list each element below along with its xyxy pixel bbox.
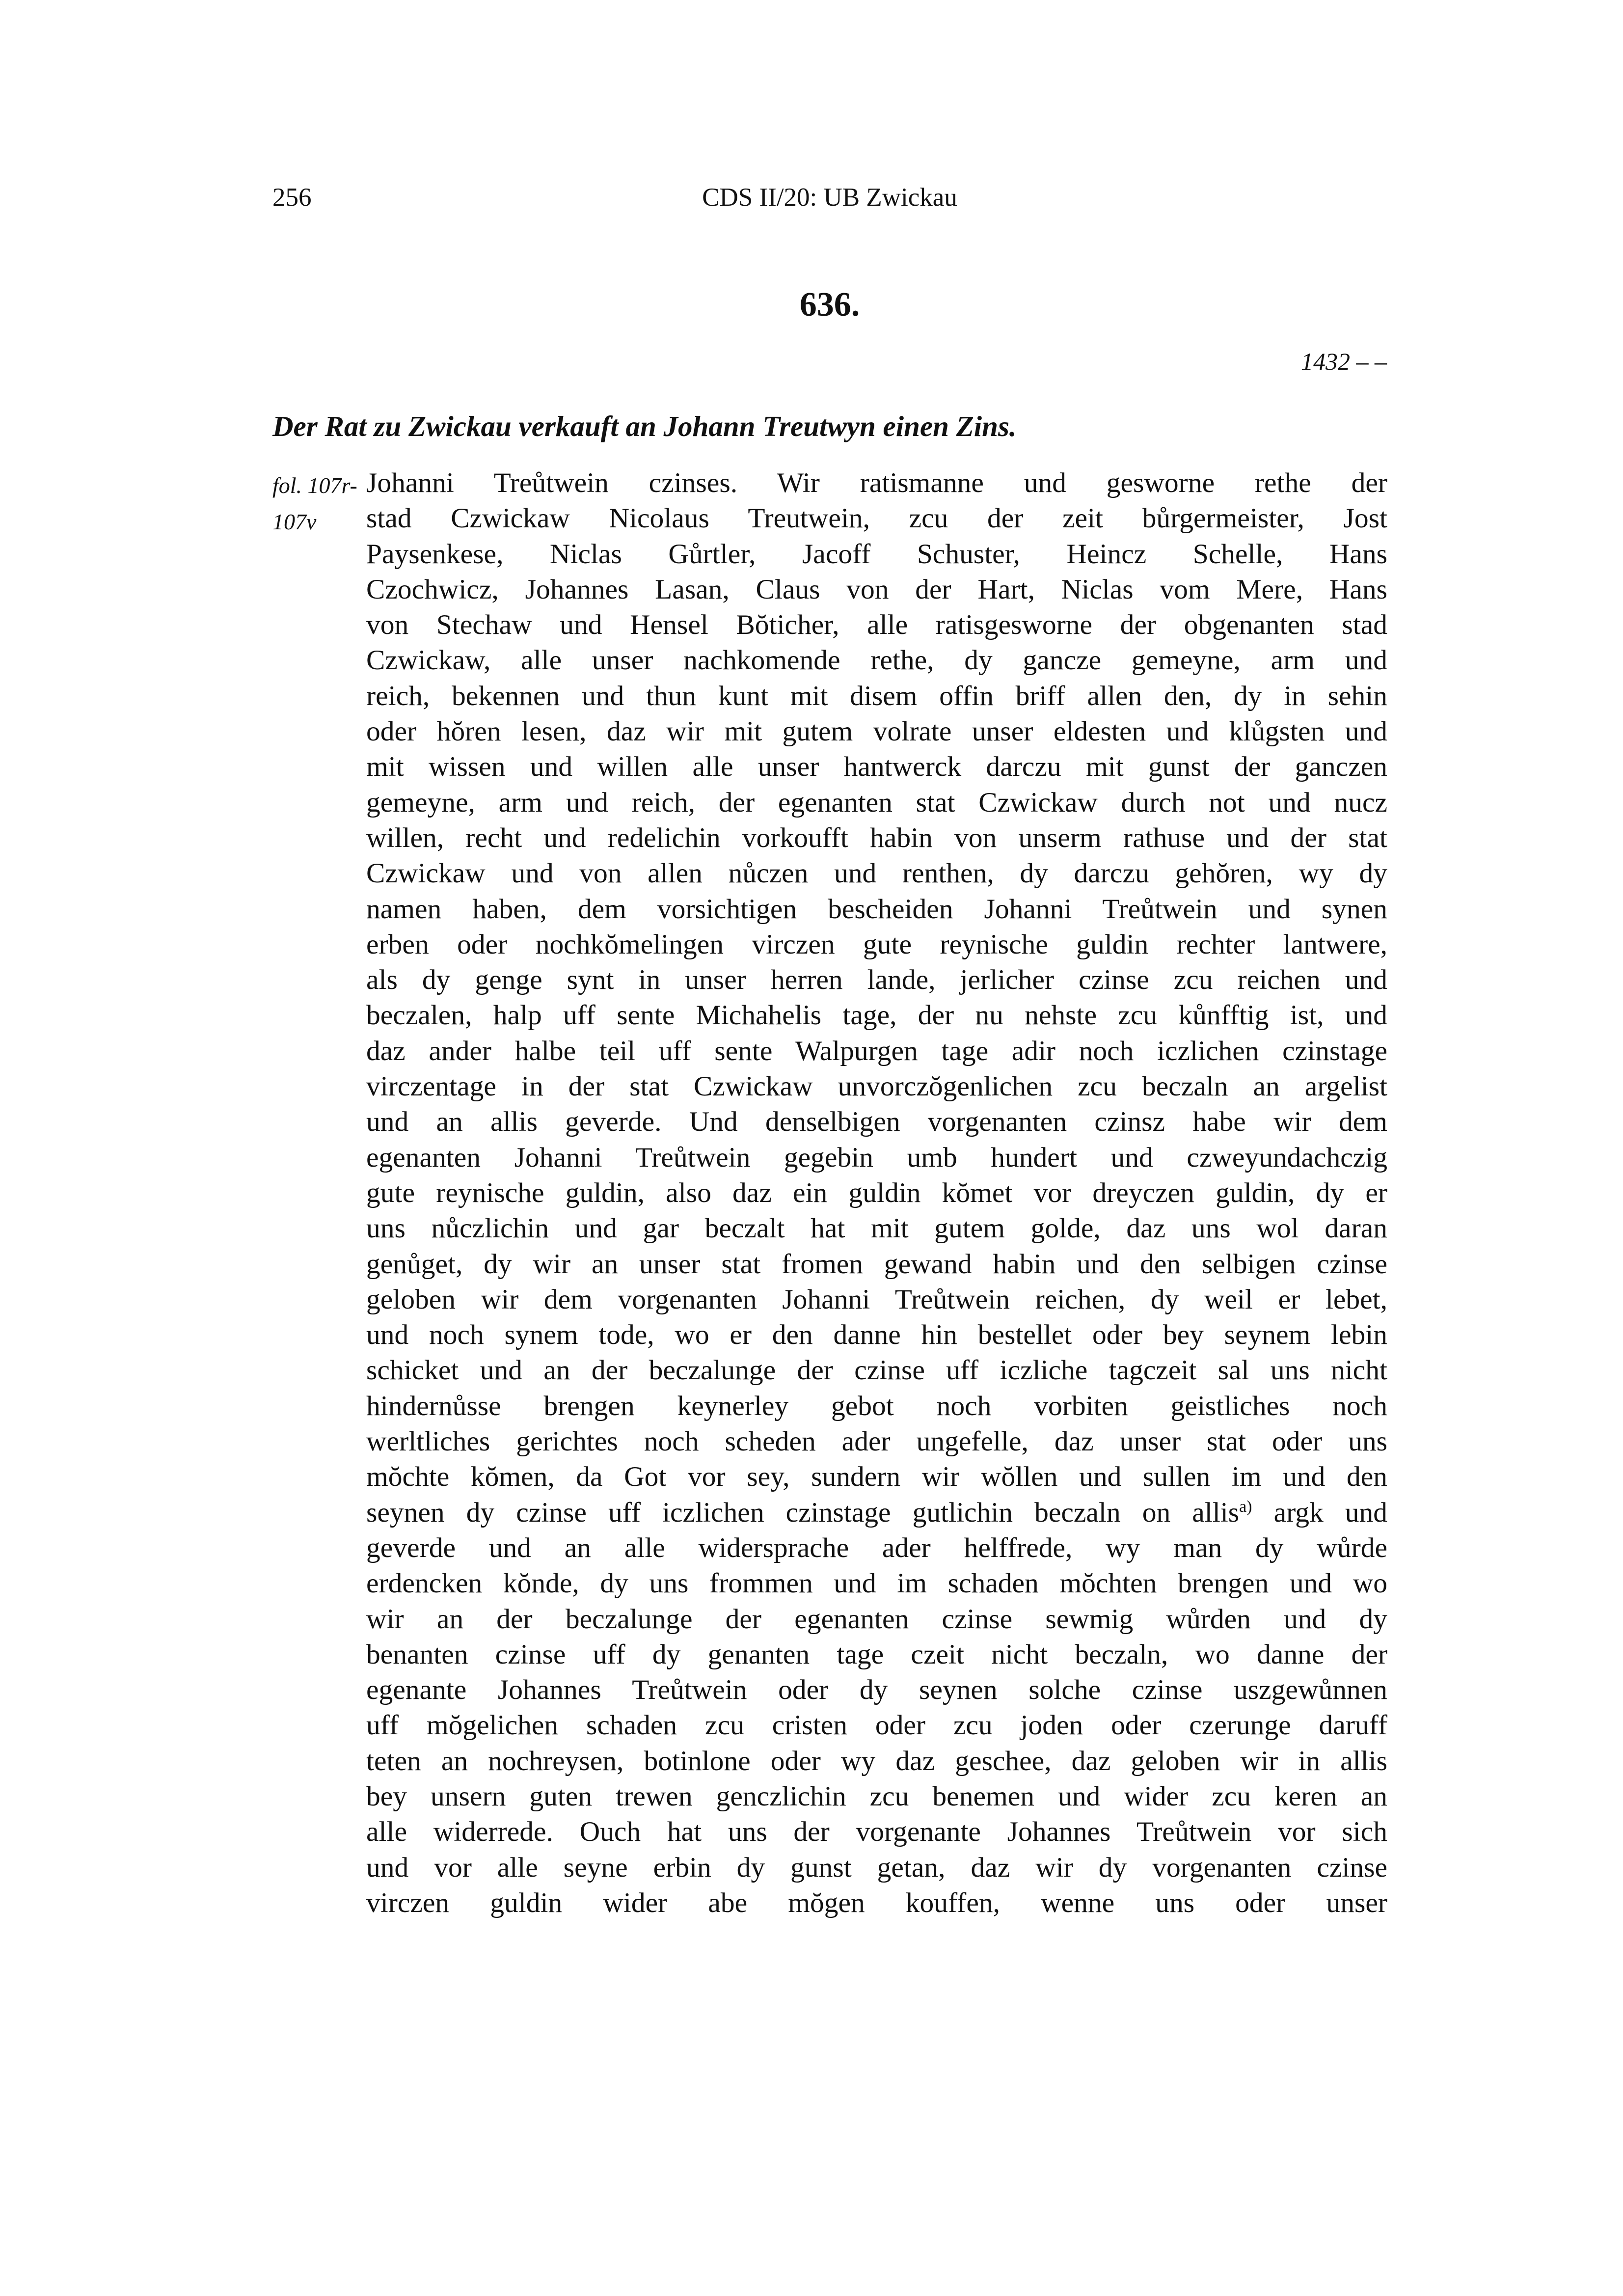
text-line: erdencken kŏnde, dy uns frommen und im schaden mŏchten brengen und wo xyxy=(366,1568,1387,1599)
text-line: gemeyne, arm und reich, der egenanten stat Czwickaw durch not und nucz xyxy=(366,787,1387,818)
text-line: und vor alle seyne erbin dy gunst getan, daz wir dy vorgenanten czinse xyxy=(366,1852,1387,1883)
text-line: uff mŏgelichen schaden zcu cristen oder zcu joden oder czerunge daruff xyxy=(366,1710,1387,1741)
text-line: hindernůsse brengen keynerley gebot noch vorbiten geistliches noch xyxy=(366,1390,1387,1421)
text-line: daz ander halbe teil uff sente Walpurgen tage adir noch iczlichen czinstage xyxy=(366,1035,1387,1066)
text-line: Paysenkese, Niclas Gůrtler, Jacoff Schuster, Heincz Schelle, Hans xyxy=(366,538,1387,570)
text-line: schicket und an der beczalunge der czinse uff iczliche tagczeit sal uns nicht xyxy=(366,1355,1387,1386)
text-line: und noch synem tode, wo er den danne hin bestellet oder bey seynem lebin xyxy=(366,1319,1387,1351)
page-number: 256 xyxy=(272,183,312,212)
running-title: CDS II/20: UB Zwickau xyxy=(702,183,957,212)
running-head xyxy=(272,180,1387,215)
text-line-with-footnote xyxy=(366,1495,1387,1531)
text-line: und an allis geverde. Und denselbigen vorgenanten czinsz habe wir dem xyxy=(366,1106,1387,1138)
document-number: 636. xyxy=(799,286,860,324)
text-line: egenante Johannes Treůtwein oder dy seynen solche czinse uszgewůnnen xyxy=(366,1674,1387,1706)
text-line: werltliches gerichtes noch scheden ader ungefelle, daz unser stat oder uns xyxy=(366,1426,1387,1457)
text-line: geverde und an alle widersprache ader helffrede, wy man dy wůrde xyxy=(366,1532,1387,1563)
text-line: wir an der beczalunge der egenanten czinse sewmig wůrden und dy xyxy=(366,1603,1387,1635)
text-line: von Stechaw und Hensel Bŏticher, alle ratisgesworne der obgenanten stad xyxy=(366,609,1387,641)
text-line: geloben wir dem vorgenanten Johanni Treůtwein reichen, dy weil er lebet, xyxy=(366,1284,1387,1315)
text-line: genůget, dy wir an unser stat fromen gewand habin und den selbigen czinse xyxy=(366,1248,1387,1280)
text-line: stad Czwickaw Nicolaus Treutwein, zcu der zeit bůrgermeister, Jost xyxy=(366,503,1387,534)
text-line: egenanten Johanni Treůtwein gegebin umb hundert und czweyundachczig xyxy=(366,1142,1387,1173)
text-line: virczen guldin wider abe mŏgen kouffen, wenne uns oder unser xyxy=(366,1887,1387,1918)
text-line: namen haben, dem vorsichtigen bescheiden Johanni Treůtwein und synen xyxy=(366,893,1387,925)
regest-heading: Der Rat zu Zwickau verkauft an Johann Treutwyn einen Zins. xyxy=(272,410,1017,442)
text-line: gute reynische guldin, also daz ein guldin kŏmet vor dreyczen guldin, dy er xyxy=(366,1177,1387,1208)
text-line: bey unsern guten trewen genczlichin zcu benemen und wider zcu keren an xyxy=(366,1780,1387,1812)
text-line: Czwickaw und von allen nůczen und renthen, dy darczu gehŏren, wy dy xyxy=(366,858,1387,889)
text-line: teten an nochreysen, botinlone oder wy daz geschee, daz geloben wir in allis xyxy=(366,1745,1387,1777)
folio-reference: fol. 107r-107v xyxy=(272,473,357,534)
text-line: reich, bekennen und thun kunt mit disem offin briff allen den, dy in sehin xyxy=(366,680,1387,711)
text-line: Czwickaw, alle unser nachkomende rethe, dy gancze gemeyne, arm und xyxy=(366,645,1387,676)
text-line: Czochwicz, Johannes Lasan, Claus von der Hart, Niclas vom Mere, Hans xyxy=(366,574,1387,605)
text-line: erben oder nochkŏmelingen virczen gute reynische guldin rechter lantwere, xyxy=(366,929,1387,960)
text-line-head: seynen dy czinse uff iczlichen czinstage gutlichin beczaln on allis xyxy=(366,1497,1240,1528)
text-line-tail: argk und xyxy=(1273,1497,1387,1528)
text-line: oder hŏren lesen, daz wir mit gutem volrate unser eldesten und klůgsten und xyxy=(366,716,1387,747)
text-line: Johanni Treůtwein czinses. Wir ratismanne und gesworne rethe der xyxy=(366,467,1387,498)
text-line: alle widerrede. Ouch hat uns der vorgenante Johannes Treůtwein vor sich xyxy=(366,1816,1387,1848)
document-date: 1432 – – xyxy=(1301,348,1387,375)
text-line: benanten czinse uff dy genanten tage czeit nicht beczaln, wo danne der xyxy=(366,1639,1387,1670)
text-line: willen, recht und redelichin vorkoufft habin von unserm rathuse und der stat xyxy=(366,822,1387,853)
footnote-marker: a) xyxy=(1239,1497,1252,1516)
text-line: als dy genge synt in unser herren lande, jerlicher czinse zcu reichen und xyxy=(366,964,1387,996)
text-line: virczentage in der stat Czwickaw unvorczŏgenlichen zcu beczaln an argelist xyxy=(366,1071,1387,1102)
document-body xyxy=(366,465,1387,1921)
text-line: mŏchte kŏmen, da Got vor sey, sundern wir wŏllen und sullen im und den xyxy=(366,1461,1387,1493)
text-line: uns nůczlichin und gar beczalt hat mit gutem golde, daz uns wol daran xyxy=(366,1213,1387,1244)
text-line: mit wissen und willen alle unser hantwerck darczu mit gunst der ganczen xyxy=(366,751,1387,783)
text-line: beczalen, halp uff sente Michahelis tage, der nu nehste zcu kůnfftig ist, und xyxy=(366,1000,1387,1031)
